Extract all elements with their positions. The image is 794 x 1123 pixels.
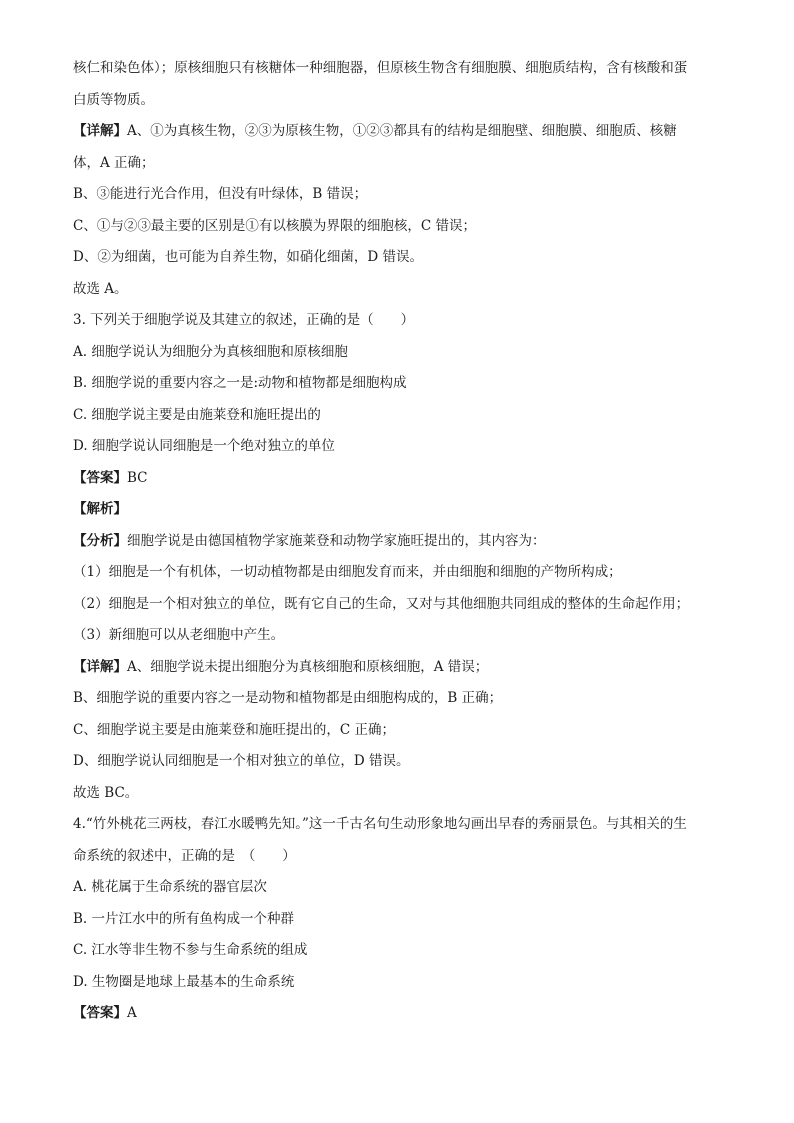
section-tag: 【解析】 (73, 501, 127, 517)
section-tag: 【详解】 (73, 658, 127, 675)
line-text: 4.“竹外桃花三两枝，春江水暖鸭先知。”这一千古名句生动形象地勾画出早春的秀丽景色。与其相关的生 (73, 816, 687, 832)
option-line (73, 407, 723, 423)
text-line (73, 186, 723, 202)
line-text: D. 细胞学说认同细胞是一个绝对独立的单位 (73, 438, 335, 454)
line-text: A、①为真核生物，②③为原核生物，①②③都具有的结构是细胞壁、细胞膜、细胞质、核糖 (127, 123, 677, 139)
text-line (73, 123, 723, 139)
line-text: 核仁和染色体）；原核细胞只有核糖体一种细胞器，但原核生物含有细胞膜、细胞质结构，含有核酸和蛋 (73, 60, 688, 76)
line-text: BC (127, 469, 148, 486)
option-line (73, 344, 723, 360)
option-line (73, 375, 723, 391)
section-tag: 【详解】 (73, 123, 127, 139)
line-text: A. 桃花属于生命系统的器官层次 (73, 879, 267, 895)
option-line (73, 879, 723, 895)
text-line (73, 60, 723, 76)
line-text: B、细胞学说的重要内容之一是动物和植物都是由细胞构成的，B 正确； (73, 690, 503, 706)
text-line (73, 659, 723, 675)
analysis-heading (73, 501, 723, 517)
line-text: A. 细胞学说认为细胞分为真核细胞和原核细胞 (73, 343, 348, 360)
line-text: B、③能进行光合作用，但没有叶绿体，B 错误； (73, 186, 368, 202)
line-text: D、②为细菌，也可能为自养生物，如硝化细菌，D 错误。 (73, 249, 423, 265)
line-text: C. 江水等非生物不参与生命系统的组成 (73, 942, 308, 958)
line-text: C、细胞学说主要是由施莱登和施旺提出的，C 正确； (73, 721, 395, 738)
text-line (73, 596, 723, 612)
section-tag: 【分析】 (73, 532, 127, 549)
line-text: 故选 A。 (73, 280, 128, 297)
text-line (73, 218, 723, 234)
text-line (73, 281, 723, 297)
option-line (73, 438, 723, 454)
text-line (73, 92, 723, 108)
line-text: C. 细胞学说主要是由施莱登和施旺提出的 (73, 406, 321, 423)
option-line (73, 974, 723, 990)
text-line (73, 155, 723, 171)
line-text: 细胞学说是由德国植物学家施莱登和动物学家施旺提出的，其内容为： (127, 532, 546, 549)
option-line (73, 942, 723, 958)
line-text: A、细胞学说未提出细胞分为真核细胞和原核细胞，A 错误； (127, 658, 489, 675)
answer-line (73, 470, 723, 486)
text-line (73, 564, 723, 580)
text-line (73, 690, 723, 706)
document-body (73, 60, 723, 1037)
section-tag: 【答案】 (73, 1005, 127, 1021)
text-line (73, 533, 723, 549)
answer-line (73, 1005, 723, 1021)
text-line (73, 785, 723, 801)
line-text: B. 一片江水中的所有鱼构成一个种群 (73, 910, 295, 927)
line-text: （1）细胞是一个有机体，一切动植物都是由细胞发育而来，并由细胞和细胞的产物所构成； (73, 564, 622, 580)
question-stem (73, 312, 723, 328)
line-text: B. 细胞学说的重要内容之一是:动物和植物都是细胞构成 (73, 375, 407, 391)
text-line (73, 627, 723, 643)
question-stem (73, 848, 723, 864)
text-line (73, 753, 723, 769)
text-line (73, 249, 723, 265)
line-text: 故选 BC。 (73, 784, 139, 801)
question-stem (73, 816, 723, 832)
line-text: A (127, 1005, 137, 1021)
line-text: 体，A 正确； (73, 154, 155, 171)
line-text: （3）新细胞可以从老细胞中产生。 (73, 627, 285, 643)
line-text: D. 生物圈是地球上最基本的生命系统 (73, 973, 295, 990)
line-text: 3. 下列关于细胞学说及其建立的叙述，正确的是（ ） (73, 312, 415, 328)
option-line (73, 911, 723, 927)
text-line (73, 722, 723, 738)
line-text: （2）细胞是一个相对独立的单位，既有它自己的生命，又对与其他细胞共同组成的整体的生命起作用； (73, 595, 690, 612)
section-tag: 【答案】 (73, 469, 127, 486)
line-text: 白质等物质。 (73, 91, 154, 108)
line-text: C、①与②③最主要的区别是①有以核膜为界限的细胞核，C 错误； (73, 217, 476, 234)
line-text: 命系统的叙述中，正确的是 （ ） (73, 847, 296, 864)
line-text: D、细胞学说认同细胞是一个相对独立的单位，D 错误。 (73, 753, 410, 769)
